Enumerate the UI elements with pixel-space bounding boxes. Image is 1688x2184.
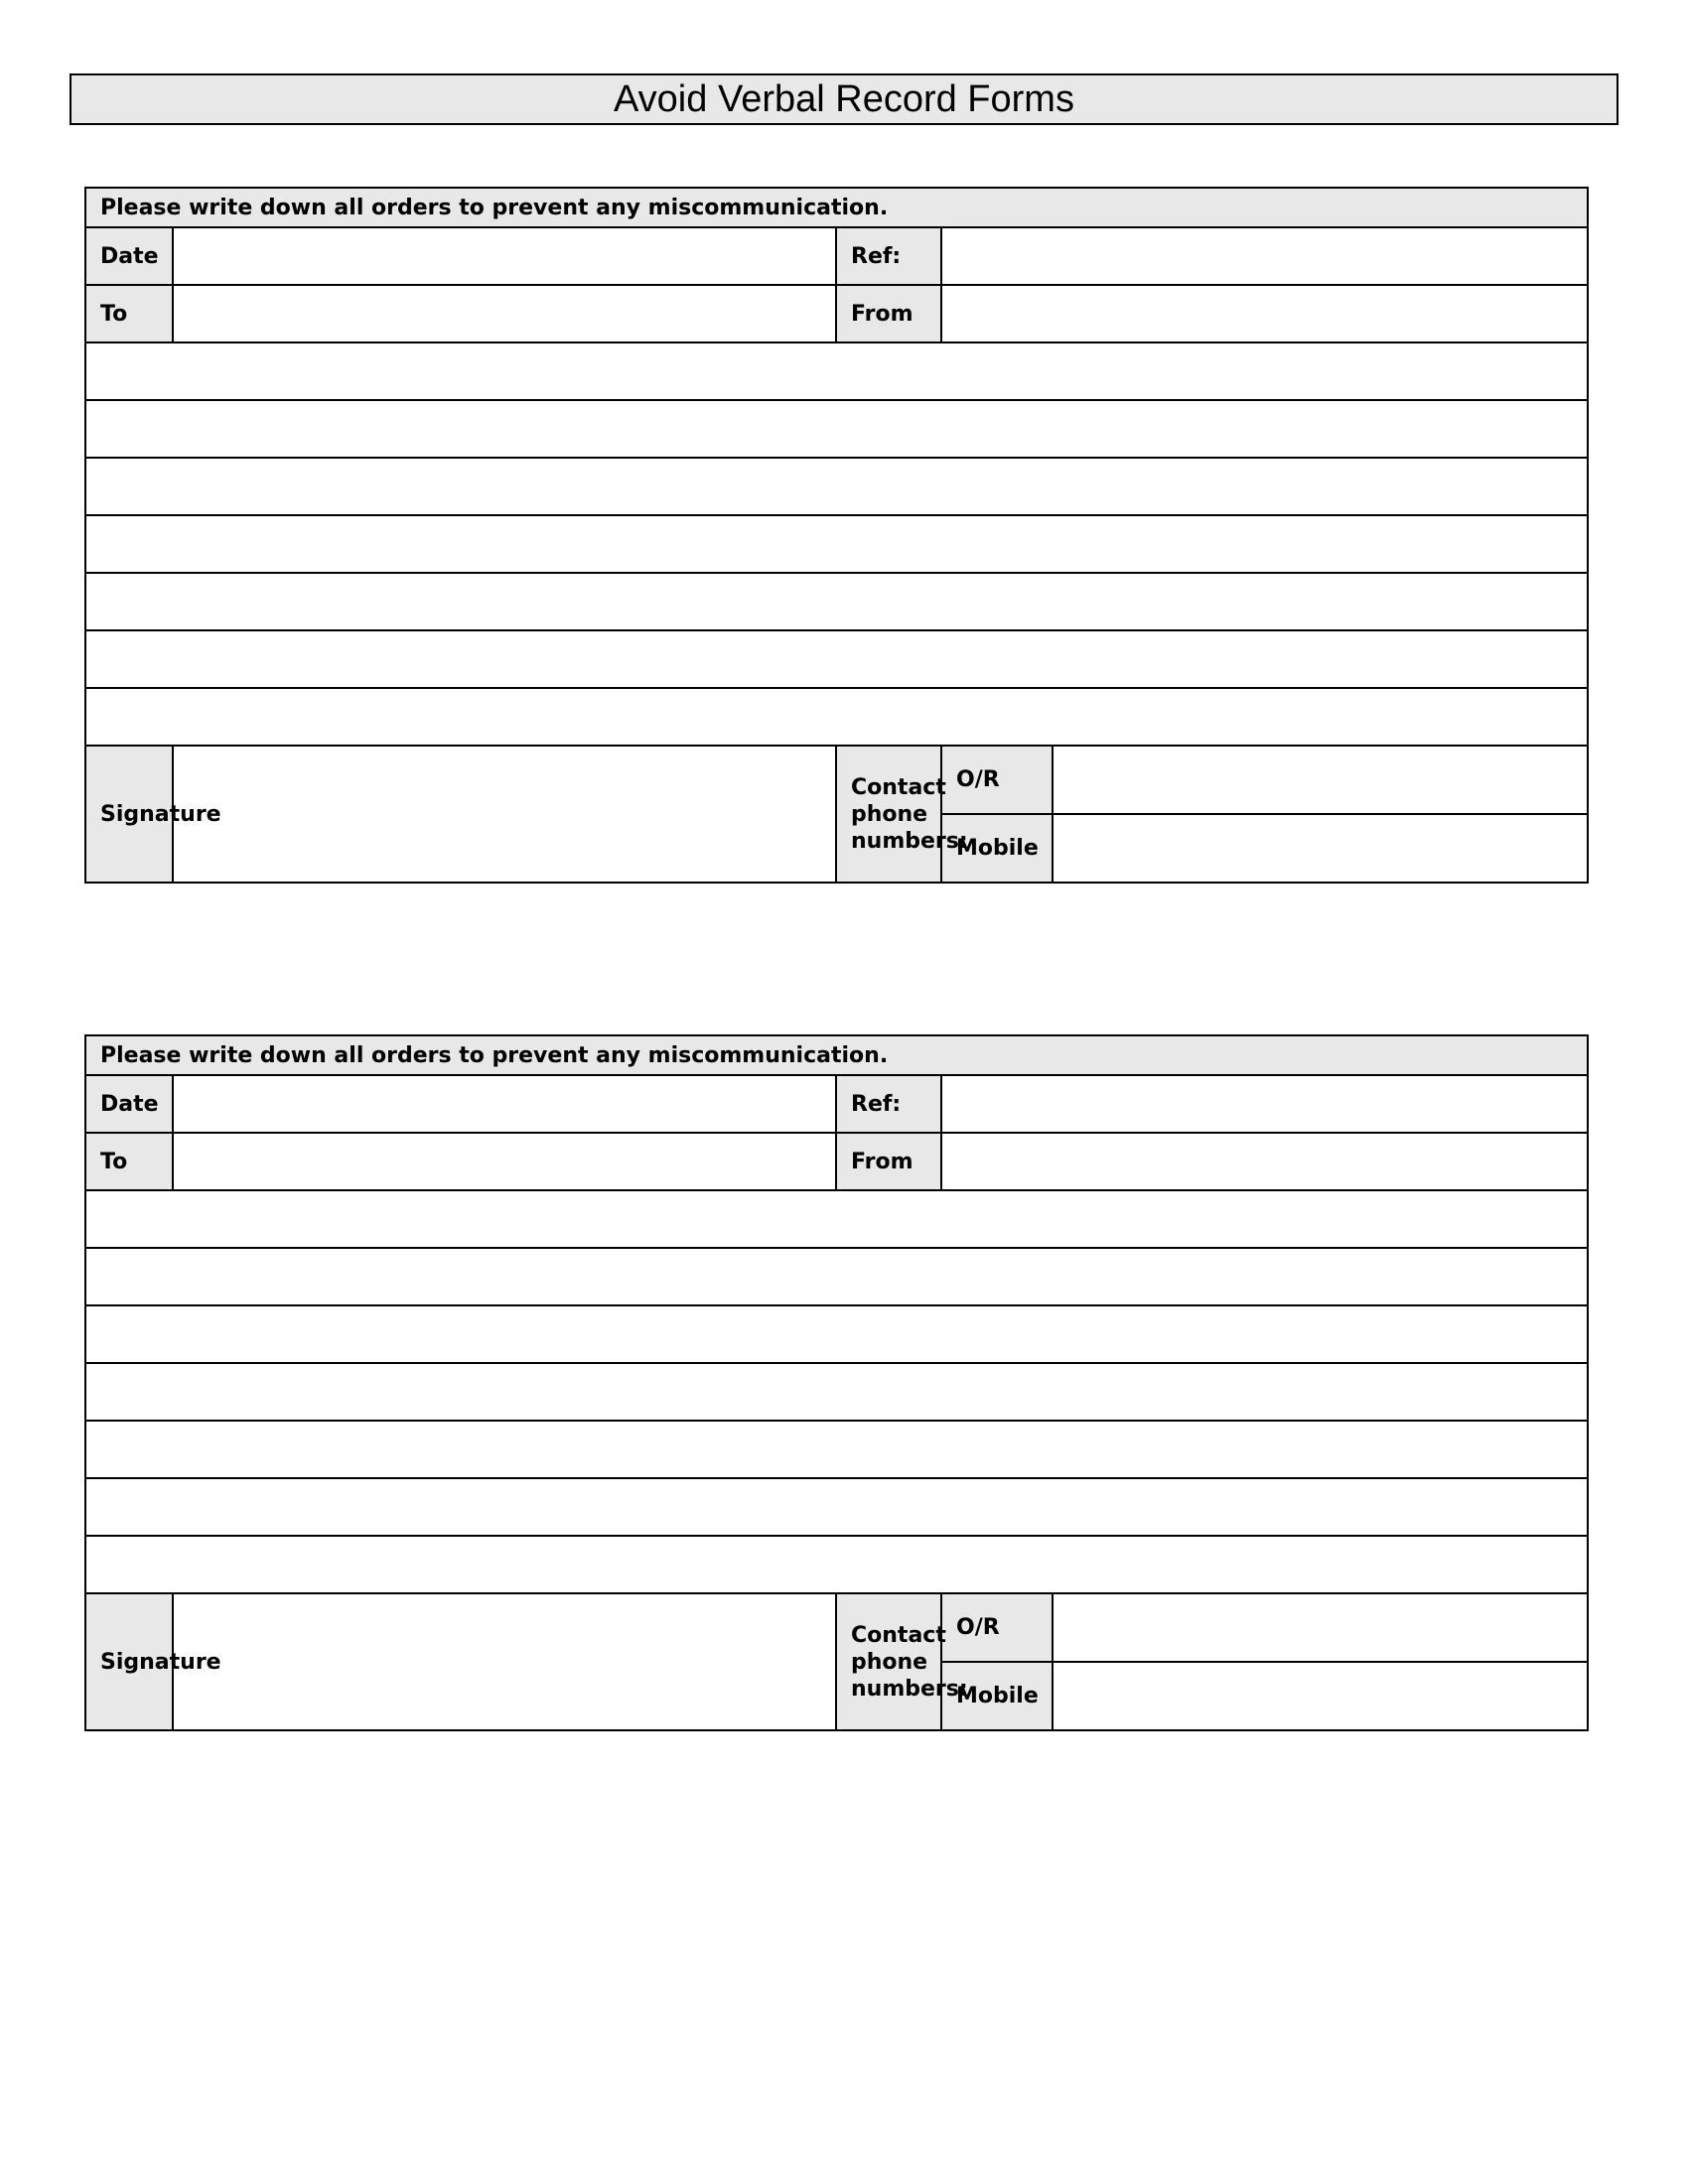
to-field[interactable] — [173, 1133, 836, 1190]
contact-phone-label: Contact phone numbers: — [836, 746, 941, 883]
form-instruction: Please write down all orders to prevent any miscommunication. — [85, 1035, 1588, 1075]
message-line[interactable] — [85, 573, 1588, 630]
message-line[interactable] — [85, 458, 1588, 515]
date-field[interactable] — [173, 1075, 836, 1133]
to-label: To — [85, 1133, 173, 1190]
mobile-phone-field[interactable] — [1053, 1662, 1588, 1730]
or-phone-field[interactable] — [1053, 1593, 1588, 1662]
ref-label: Ref: — [836, 227, 941, 285]
page-title: Avoid Verbal Record Forms — [70, 73, 1618, 125]
message-line[interactable] — [85, 1190, 1588, 1248]
or-label: O/R — [941, 746, 1053, 814]
from-label: From — [836, 285, 941, 342]
ref-field[interactable] — [941, 227, 1588, 285]
message-line[interactable] — [85, 688, 1588, 746]
from-field[interactable] — [941, 285, 1588, 342]
signature-field[interactable] — [173, 746, 836, 883]
message-line[interactable] — [85, 342, 1588, 400]
contact-phone-label: Contact phone numbers: — [836, 1593, 941, 1730]
message-line[interactable] — [85, 1248, 1588, 1305]
from-label: From — [836, 1133, 941, 1190]
to-label: To — [85, 285, 173, 342]
signature-label: Signature — [85, 1593, 173, 1730]
message-line[interactable] — [85, 515, 1588, 573]
message-line[interactable] — [85, 400, 1588, 458]
verbal-record-form-2 — [84, 1034, 1589, 1731]
or-label: O/R — [941, 1593, 1053, 1662]
message-line[interactable] — [85, 630, 1588, 688]
ref-label: Ref: — [836, 1075, 941, 1133]
message-line[interactable] — [85, 1363, 1588, 1421]
or-phone-field[interactable] — [1053, 746, 1588, 814]
signature-field[interactable] — [173, 1593, 836, 1730]
date-label: Date — [85, 227, 173, 285]
message-line[interactable] — [85, 1478, 1588, 1536]
form-instruction: Please write down all orders to prevent any miscommunication. — [85, 188, 1588, 227]
date-field[interactable] — [173, 227, 836, 285]
message-line[interactable] — [85, 1305, 1588, 1363]
mobile-label: Mobile — [941, 814, 1053, 883]
mobile-phone-field[interactable] — [1053, 814, 1588, 883]
date-label: Date — [85, 1075, 173, 1133]
mobile-label: Mobile — [941, 1662, 1053, 1730]
message-line[interactable] — [85, 1421, 1588, 1478]
signature-label: Signature — [85, 746, 173, 883]
ref-field[interactable] — [941, 1075, 1588, 1133]
to-field[interactable] — [173, 285, 836, 342]
from-field[interactable] — [941, 1133, 1588, 1190]
verbal-record-form-1 — [84, 187, 1589, 884]
message-line[interactable] — [85, 1536, 1588, 1593]
